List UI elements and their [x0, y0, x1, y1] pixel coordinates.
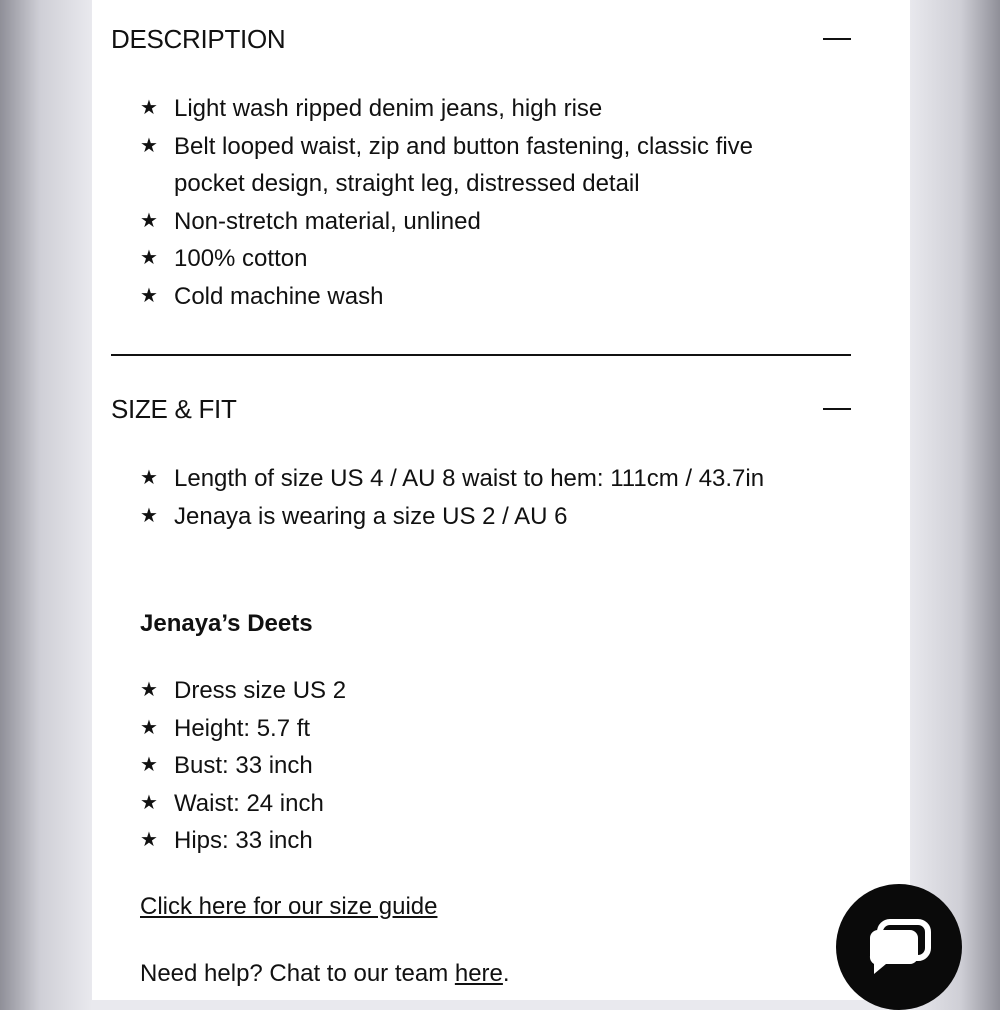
list-item: ★ Light wash ripped denim jeans, high rise: [140, 90, 810, 128]
star-bullet-icon: ★: [140, 679, 158, 701]
list-item: ★ Height: 5.7 ft: [140, 710, 810, 748]
collapse-minus-icon[interactable]: [823, 408, 851, 410]
list-item: ★ Hips: 33 inch: [140, 822, 810, 860]
list-item: ★ Belt looped waist, zip and button fastening, classic five pocket design, straight leg, distressed detail: [140, 128, 810, 203]
size-fit-title: SIZE & FIT: [111, 393, 237, 424]
help-prefix: Need help? Chat to our team: [140, 960, 455, 987]
star-bullet-icon: ★: [140, 467, 158, 489]
product-details-panel: [92, 0, 910, 1000]
description-accordion-header[interactable]: [111, 19, 851, 59]
list-item: ★ Jenaya is wearing a size US 2 / AU 6: [140, 498, 810, 536]
list-item: ★ Length of size US 4 / AU 8 waist to hem: 111cm / 43.7in: [140, 460, 810, 498]
star-bullet-icon: ★: [140, 247, 158, 270]
list-item: ★ Cold machine wash: [140, 278, 810, 316]
size-guide-link[interactable]: Click here for our size guide: [140, 893, 438, 920]
star-bullet-icon: ★: [140, 716, 158, 739]
list-item: ★ Dress size US 2: [140, 672, 810, 710]
description-list: [140, 90, 810, 316]
chat-bubbles-icon: [866, 918, 932, 978]
size-fit-list: [140, 460, 810, 535]
help-suffix: .: [502, 960, 510, 987]
list-item: ★ Waist: 24 inch: [140, 785, 810, 823]
star-bullet-icon: ★: [140, 284, 158, 307]
size-fit-accordion-header[interactable]: [111, 389, 851, 429]
model-deets-list: [140, 672, 810, 860]
chat-here-link[interactable]: here: [454, 960, 503, 987]
list-item: ★ 100% cotton: [140, 240, 810, 278]
list-item: ★ Non-stretch material, unlined: [140, 203, 810, 241]
star-bullet-icon: ★: [140, 504, 158, 527]
help-text: [140, 960, 510, 988]
description-title: DESCRIPTION: [111, 23, 286, 54]
star-bullet-icon: ★: [140, 829, 158, 852]
chat-button[interactable]: [836, 884, 962, 1010]
star-bullet-icon: ★: [140, 209, 158, 232]
section-divider: [111, 354, 851, 356]
star-bullet-icon: ★: [140, 791, 158, 814]
star-bullet-icon: ★: [140, 754, 158, 777]
collapse-minus-icon[interactable]: [823, 38, 851, 40]
list-item: ★ Bust: 33 inch: [140, 747, 810, 785]
star-bullet-icon: ★: [140, 134, 158, 157]
model-deets-heading: Jenaya’s Deets: [140, 610, 313, 637]
star-bullet-icon: ★: [140, 97, 158, 119]
